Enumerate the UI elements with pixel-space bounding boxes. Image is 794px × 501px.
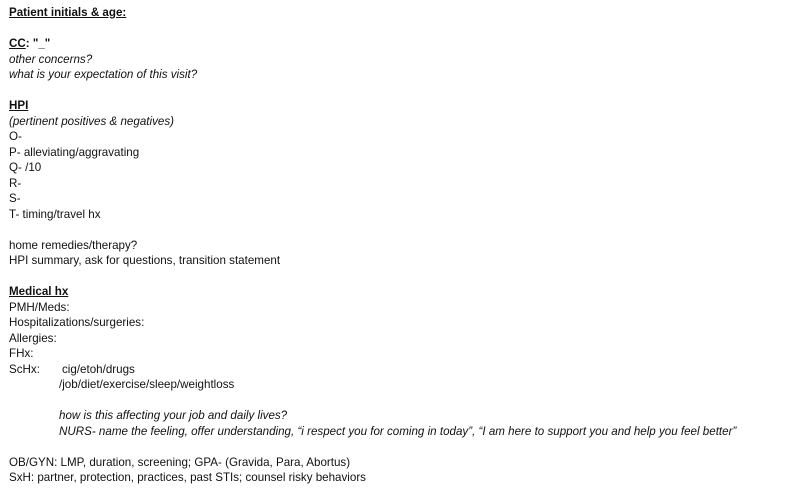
family-history: FHx: [9, 347, 34, 360]
obgyn-line: OB/GYN: LMP, duration, screening; GPA- (Gravida, Para, Abortus) [9, 456, 351, 469]
hpi-remedies: home remedies/therapy? [9, 239, 138, 252]
hpi-note: (pertinent positives & negatives) [9, 115, 174, 128]
cc-expectation: what is your expectation of this visit? [9, 68, 198, 81]
social-history-substances: cig/etoh/drugs [62, 363, 135, 376]
cc-value: : "_" [25, 37, 51, 50]
hpi-heading: HPI [9, 99, 29, 112]
medical-hx-heading: Medical hx [9, 285, 69, 298]
allergies: Allergies: [9, 332, 57, 345]
hpi-item-region: R- [9, 177, 22, 190]
cc-line [9, 36, 50, 51]
cc-other-concerns: other concerns? [9, 53, 93, 66]
social-history-lifestyle: /job/diet/exercise/sleep/weightloss [59, 378, 235, 391]
hospitalizations-surgeries: Hospitalizations/surgeries: [9, 316, 145, 329]
pmh-meds: PMH/Meds: [9, 301, 70, 314]
hpi-item-quality: Q- /10 [9, 161, 42, 174]
impact-question: how is this affecting your job and daily lives? [59, 409, 288, 422]
hpi-item-onset: O- [9, 130, 22, 143]
cc-heading: CC [9, 37, 26, 50]
nurs-statement: NURS- name the feeling, offer understanding, “i respect you for coming in today”, “I am here to support you and help you feel better” [59, 425, 737, 438]
patient-initials-heading: Patient initials & age: [9, 6, 127, 19]
sexual-history-line: SxH: partner, protection, practices, past STIs; counsel risky behaviors [9, 471, 366, 484]
hpi-item-timing: T- timing/travel hx [9, 208, 101, 221]
hpi-item-provocation: P- alleviating/aggravating [9, 146, 140, 159]
social-history-label: ScHx: [9, 363, 40, 376]
hpi-item-severity: S- [9, 192, 21, 205]
hpi-summary: HPI summary, ask for questions, transition statement [9, 254, 281, 267]
